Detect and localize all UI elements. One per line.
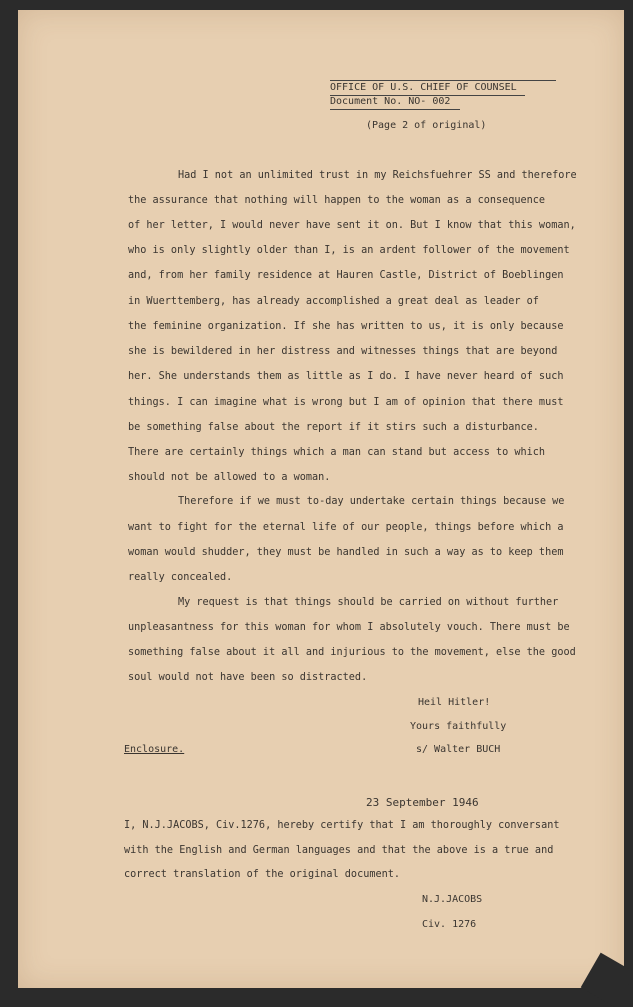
header-rule-bottom: [330, 109, 460, 110]
certification-date: 23 September 1946: [366, 796, 479, 809]
body-line: the feminine organization. If she has written to us, it is only because: [128, 321, 564, 332]
body-line: of her letter, I would never have sent it on. But I know that this woman,: [128, 220, 576, 231]
body-line: woman would shudder, they must be handled in such a way as to keep them: [128, 547, 564, 558]
body-line: the assurance that nothing will happen to the woman as a consequence: [128, 195, 546, 206]
body-line: things. I can imagine what is wrong but I am of opinion that there must: [128, 397, 564, 408]
body-line: be something false about the report if it stirs such a disturbance.: [128, 422, 539, 433]
enclosure-label: Enclosure.: [124, 744, 185, 755]
valediction: Yours faithfully: [410, 721, 507, 732]
body-line: There are certainly things which a man can stand but access to which: [128, 447, 546, 458]
body-line: want to fight for the eternal life of our people, things before which a: [128, 522, 564, 533]
body-line: Therefore if we must to-day undertake certain things because we: [178, 496, 565, 507]
certification-line: with the English and German languages and that the above is a true and: [124, 845, 554, 856]
body-line: Had I not an unlimited trust in my Reichsfuehrer SS and therefore: [178, 170, 577, 181]
body-line: who is only slightly older than I, is an ardent follower of the movement: [128, 245, 570, 256]
body-line: unpleasantness for this woman for whom I absolutely vouch. There must be: [128, 622, 570, 633]
body-line: she is bewildered in her distress and witnesses things that are beyond: [128, 346, 558, 357]
body-line: should not be allowed to a woman.: [128, 472, 331, 483]
translator-civ: Civ. 1276: [422, 919, 477, 930]
body-line: soul would not have been so distracted.: [128, 672, 368, 683]
signature: s/ Walter BUCH: [416, 744, 501, 755]
body-line: something false about it all and injurious to the movement, else the good: [128, 647, 576, 658]
office-title: OFFICE OF U.S. CHIEF OF COUNSEL: [330, 82, 517, 93]
certification-line: correct translation of the original document.: [124, 869, 401, 880]
body-line: and, from her family residence at Hauren Castle, District of Boeblingen: [128, 270, 564, 281]
certification-line: I, N.J.JACOBS, Civ.1276, hereby certify that I am thoroughly conversant: [124, 820, 560, 831]
translator-name: N.J.JACOBS: [422, 894, 483, 905]
body-line: really concealed.: [128, 572, 233, 583]
salute: Heil Hitler!: [418, 697, 491, 708]
page-note: (Page 2 of original): [366, 120, 487, 131]
header-rule-top: [330, 80, 556, 81]
body-line: in Wuerttemberg, has already accomplished a great deal as leader of: [128, 296, 539, 307]
body-line: My request is that things should be carried on without further: [178, 597, 559, 608]
body-line: her. She understands them as little as I do. I have never heard of such: [128, 371, 564, 382]
document-number: Document No. NO- 002: [330, 96, 451, 107]
